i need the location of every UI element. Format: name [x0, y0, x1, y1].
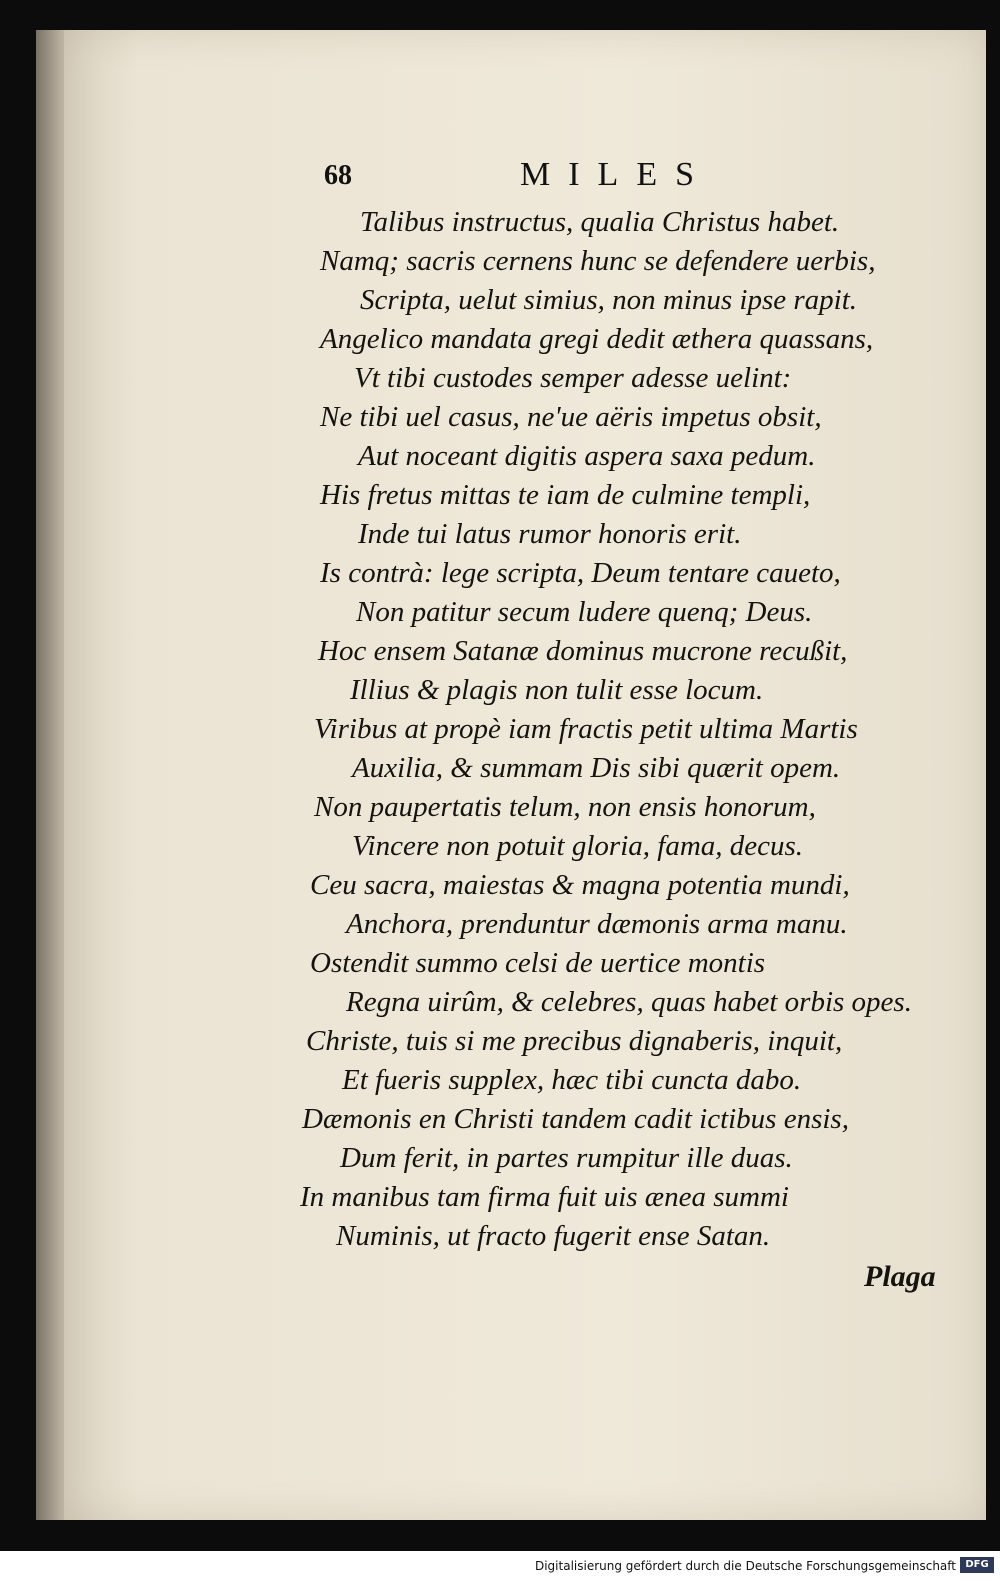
verse-line: Anchora, prenduntur dæmonis arma manu.: [346, 908, 848, 940]
verse-line: Hoc ensem Satanæ dominus mucrone recußit,: [318, 635, 848, 667]
verse-line: Numinis, ut fracto fugerit ense Satan.: [336, 1220, 771, 1252]
funding-credit: Digitalisierung gefördert durch die Deutsche Forschungsgemeinschaft: [534, 1559, 956, 1573]
verse-line: Christe, tuis si me precibus dignaberis, inquit,: [306, 1025, 843, 1057]
verse-line: Vincere non potuit gloria, fama, decus.: [352, 830, 804, 862]
page-number: 68: [324, 160, 352, 191]
show-through-bleed: [886, 160, 976, 1310]
digitization-footer: [0, 1551, 1000, 1581]
verse-line: Non patitur secum ludere quenq; Deus.: [356, 596, 813, 628]
verse-line: Vt tibi custodes semper adesse uelint:: [354, 362, 792, 394]
verse-line: His fretus mittas te iam de culmine templi,: [320, 479, 811, 511]
verse-line: Illius & plagis non tulit esse locum.: [350, 674, 764, 706]
verse-line: Inde tui latus rumor honoris erit.: [358, 518, 742, 550]
verse-line: In manibus tam firma fuit uis ænea summi: [300, 1181, 789, 1213]
catchword: Plaga: [864, 1260, 936, 1293]
verse-line: Ceu sacra, maiestas & magna potentia mundi,: [310, 869, 850, 901]
page-header: [64, 154, 986, 204]
verse-line: Ne tibi uel casus, ne'ue aëris impetus obsit,: [320, 401, 822, 433]
verse-line: Ostendit summo celsi de uertice montis: [310, 947, 766, 979]
verse-line: Non paupertatis telum, non ensis honorum,: [314, 791, 816, 823]
verse-line: Is contrà: lege scripta, Deum tentare caueto,: [320, 557, 841, 589]
verse-line: Auxilia, & summam Dis sibi quærit opem.: [352, 752, 841, 784]
verse-line: Et fueris supplex, hæc tibi cuncta dabo.: [342, 1064, 802, 1096]
verse-line: Regna uirûm, & celebres, quas habet orbis opes.: [346, 986, 912, 1018]
verse-line: Talibus instructus, qualia Christus habet.: [360, 206, 840, 238]
dfg-logo: DFG: [960, 1557, 994, 1573]
verse-line: Dæmonis en Christi tandem cadit ictibus ensis,: [302, 1103, 849, 1135]
verse-line: Scripta, uelut simius, non minus ipse rapit.: [360, 284, 858, 316]
verse-line: Dum ferit, in partes rumpitur ille duas.: [340, 1142, 793, 1174]
verse-line: Aut noceant digitis aspera saxa pedum.: [358, 440, 816, 472]
running-head: MILES: [520, 156, 712, 193]
book-page: [64, 30, 986, 1520]
verse-line: Viribus at propè iam fractis petit ultima Martis: [314, 713, 858, 745]
verse-line: Namq; sacris cernens hunc se defendere uerbis,: [320, 245, 876, 277]
verse-line: Angelico mandata gregi dedit æthera quassans,: [320, 323, 874, 355]
